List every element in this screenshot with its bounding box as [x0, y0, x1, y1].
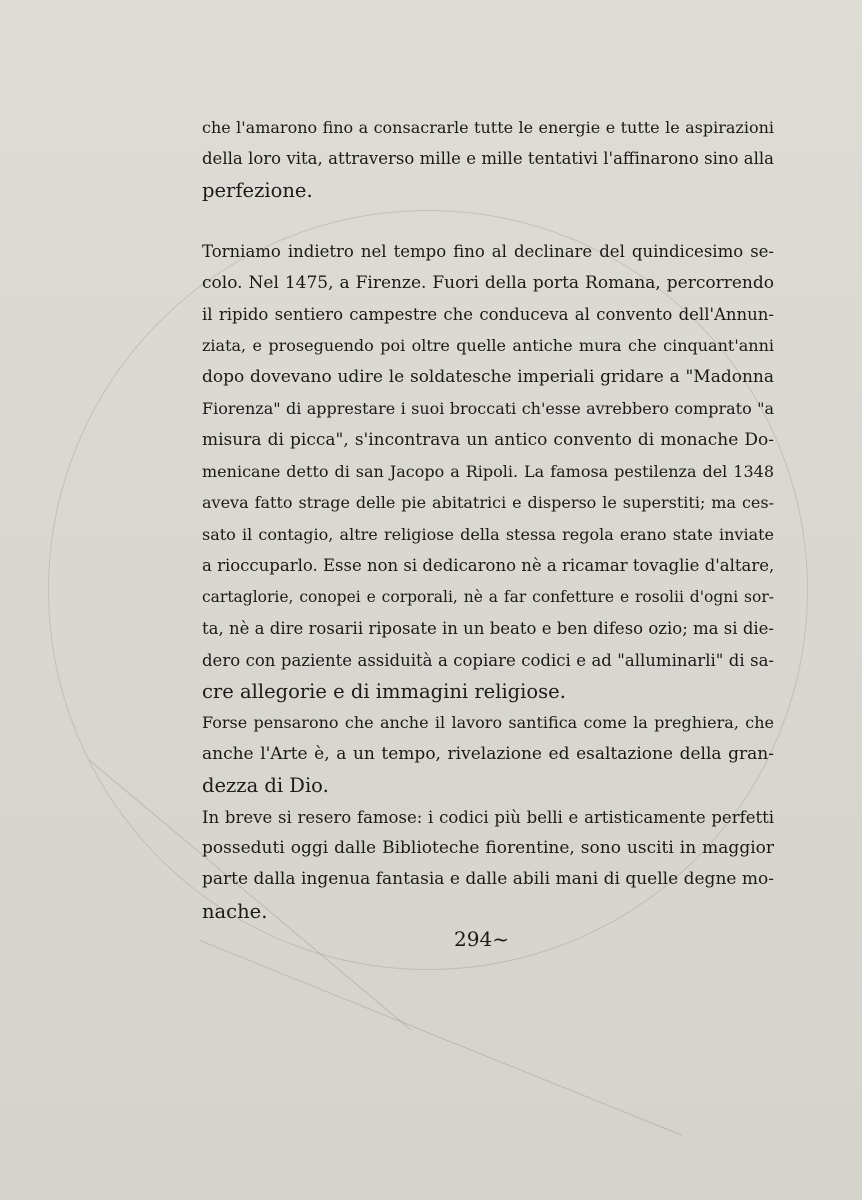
page-number-ornament: ~ [492, 927, 509, 951]
text-line: dopo dovevano udire le soldatesche imperiali gridare a "Madonna [202, 366, 774, 387]
paragraph-gap [202, 206, 774, 236]
paragraph [202, 707, 774, 801]
text-line: della loro vita, attraverso mille e mille tentativi l'affinarono sino alla [202, 149, 774, 169]
text-line: In breve si resero famose: i codici più belli e artisticamente perfetti [202, 807, 774, 827]
text-line: ziata, e proseguendo poi oltre quelle antiche mura che cinquant'anni [202, 336, 774, 356]
text-line: cre allegorie e di immagini religiose. [202, 679, 566, 703]
paragraph [202, 112, 774, 206]
text-line: aveva fatto strage delle pie abitatrici e disperso le superstiti; ma ces- [202, 493, 774, 513]
text-line: Fiorenza" di apprestare i suoi broccati ch'esse avrebbero comprato "a [202, 399, 774, 419]
text-line: anche l'Arte è, a un tempo, rivelazione ed esaltazione della gran- [202, 743, 774, 764]
text-line: sato il contagio, altre religiose della stessa regola erano state inviate [202, 524, 774, 544]
text-line: perfezione. [202, 178, 313, 202]
text-line: colo. Nel 1475, a Firenze. Fuori della porta Romana, percorrendo [202, 272, 774, 293]
body-text [202, 112, 774, 927]
text-line: menicane detto di san Jacopo a Ripoli. La famosa pestilenza del 1348 [202, 462, 774, 482]
text-line: a rioccuparlo. Esse non si dedicarono nè a ricamar tovaglie d'altare, [202, 556, 775, 576]
text-line: parte dalla ingenua fantasia e dalle abili mani di quelle degne mo- [202, 869, 774, 890]
text-line: ta, nè a dire rosarii riposate in un beato e ben difeso ozio; ma si die- [202, 619, 774, 639]
text-line: dezza di Dio. [202, 774, 329, 798]
text-line: Torniamo indietro nel tempo fino al declinare del quindicesimo se- [202, 242, 774, 262]
text-line: cartaglorie, conopei e corporali, nè a far confetture e rosolii d'ogni sor- [202, 587, 774, 606]
text-line: Forse pensarono che anche il lavoro santifica come la preghiera, che [202, 713, 774, 733]
text-line: misura di picca", s'incontrava un antico convento di monache Do- [202, 429, 774, 450]
text-line: dero con paziente assiduità a copiare codici e ad "alluminarli" di sa- [202, 650, 774, 670]
paragraph [202, 802, 774, 928]
page-number-text: 294 [454, 927, 493, 951]
page-number [454, 927, 509, 951]
text-line: che l'amarono fino a consacrarle tutte le energie e tutte le aspirazioni [202, 118, 774, 137]
text-line: il ripido sentiero campestre che conduceva al convento dell'Annun- [202, 305, 774, 325]
text-line: nache. [202, 899, 268, 923]
text-line: posseduti oggi dalle Biblioteche fiorentine, sono usciti in maggior [202, 837, 774, 858]
paragraph [202, 236, 774, 707]
